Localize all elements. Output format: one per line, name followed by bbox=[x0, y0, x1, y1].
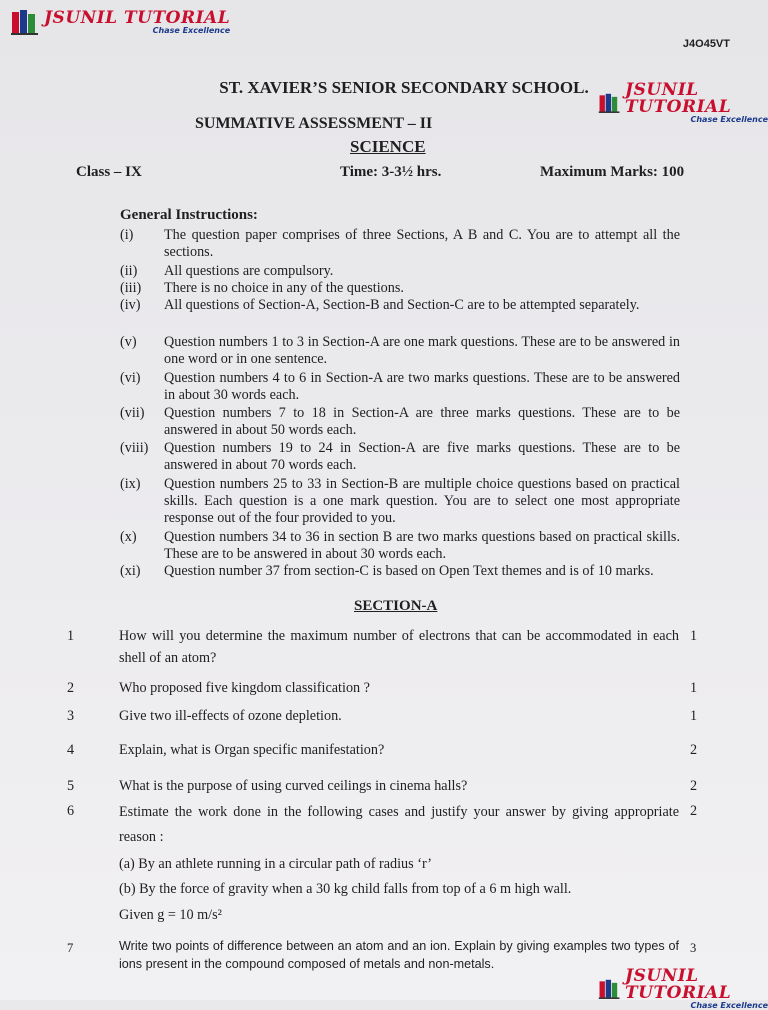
instruction-text: Question numbers 4 to 6 in Section-A are two marks questions. These are to be answered in about 30 words each. bbox=[164, 370, 680, 403]
instruction-text: All questions are compulsory. bbox=[164, 263, 334, 279]
instruction-number: (i) bbox=[120, 227, 134, 243]
question-number: 7 bbox=[67, 941, 74, 955]
instruction-text: All questions of Section-A, Section-B and Section-C are to be attempted separately. bbox=[164, 297, 640, 313]
instruction-item bbox=[120, 563, 680, 580]
instruction-number: (xi) bbox=[120, 563, 141, 579]
logo-bottom-right bbox=[598, 968, 768, 1010]
instruction-item bbox=[120, 370, 680, 404]
instruction-item bbox=[120, 529, 680, 563]
subject-title: SCIENCE bbox=[350, 137, 426, 156]
instruction-item bbox=[120, 334, 680, 368]
max-marks-label: Maximum Marks: 100 bbox=[540, 164, 685, 180]
instruction-item bbox=[120, 297, 680, 314]
question-text: How will you determine the maximum number of electrons that can be accommodated in each shell of an atom? bbox=[119, 628, 679, 666]
instruction-number: (iv) bbox=[120, 297, 141, 313]
logo-tagline: Chase Excellence bbox=[690, 1001, 768, 1010]
question-text: Who proposed five kingdom classification ? bbox=[119, 680, 370, 696]
instruction-text: Question numbers 25 to 33 in Section-B are multiple choice questions based on practical skills. Each question is a one mark question. You are to select one most appropriate response out of the four provided to you. bbox=[164, 476, 680, 526]
question-number: 2 bbox=[67, 680, 75, 696]
question-number: 6 bbox=[67, 803, 75, 819]
question-number: 5 bbox=[67, 778, 75, 794]
question-number: 3 bbox=[67, 708, 75, 724]
question-text: Write two points of difference between an atom and an ion. Explain by giving examples two types of ions present in the compound composed of metals and non-metals. bbox=[119, 939, 679, 971]
question-number: 4 bbox=[67, 742, 75, 758]
time-label: Time: 3-3½ hrs. bbox=[340, 164, 442, 180]
instruction-number: (ii) bbox=[120, 263, 138, 279]
instruction-text: There is no choice in any of the questions. bbox=[164, 280, 404, 296]
q6-part-b: (b) By the force of gravity when a 30 kg child falls from top of a 6 m high wall. bbox=[119, 881, 572, 897]
question-number: 1 bbox=[67, 628, 75, 644]
instruction-item bbox=[120, 440, 680, 474]
instruction-text: Question numbers 34 to 36 in section B are two marks questions based on practical skills. These are to be answered in about 30 words each. bbox=[164, 529, 680, 562]
question-text: Give two ill-effects of ozone depletion. bbox=[119, 708, 342, 724]
section-a-title: SECTION-A bbox=[354, 598, 438, 614]
instruction-item bbox=[120, 263, 680, 280]
q6-part-a: (a) By an athlete running in a circular path of radius ‘r’ bbox=[119, 856, 432, 872]
question-marks: 2 bbox=[690, 742, 698, 758]
books-icon bbox=[598, 975, 621, 1003]
question-marks: 2 bbox=[690, 803, 698, 819]
instruction-item bbox=[120, 280, 680, 297]
instruction-item bbox=[120, 405, 680, 439]
instruction-number: (ix) bbox=[120, 476, 141, 492]
instruction-item bbox=[120, 476, 680, 527]
school-name: ST. XAVIER’S SENIOR SECONDARY SCHOOL. bbox=[219, 78, 589, 97]
instruction-item bbox=[120, 227, 680, 261]
logo-tagline: Chase Excellence bbox=[690, 115, 768, 124]
instruction-number: (viii) bbox=[120, 440, 149, 456]
logo-top-left bbox=[10, 8, 230, 36]
question-marks: 1 bbox=[690, 708, 698, 724]
instructions-title: General Instructions: bbox=[120, 207, 258, 223]
logo-brand: JSUNIL TUTORIAL bbox=[44, 7, 231, 28]
question-text: Explain, what is Organ specific manifestation? bbox=[119, 742, 385, 758]
logo-brand: JSUNIL TUTORIAL bbox=[625, 966, 732, 1003]
instruction-number: (x) bbox=[120, 529, 137, 545]
logo-brand: JSUNIL TUTORIAL bbox=[625, 80, 732, 117]
books-icon bbox=[10, 8, 40, 36]
instruction-number: (vii) bbox=[120, 405, 145, 421]
question-text: What is the purpose of using curved ceilings in cinema halls? bbox=[119, 778, 468, 794]
paper-code: J4O45VT bbox=[682, 38, 730, 50]
instruction-text: Question number 37 from section-C is based on Open Text themes and is of 10 marks. bbox=[164, 563, 654, 579]
instruction-number: (vi) bbox=[120, 370, 141, 386]
instruction-text: Question numbers 1 to 3 in Section-A are one mark questions. These are to be answered in one word or in one sentence. bbox=[164, 334, 680, 367]
class-label: Class – IX bbox=[76, 164, 142, 180]
question-text: Estimate the work done in the following cases and justify your answer by giving appropriate reason : bbox=[119, 804, 679, 845]
instruction-number: (iii) bbox=[120, 280, 142, 296]
instruction-text: Question numbers 19 to 24 in Section-A are five marks questions. These are to be answered in about 70 words each. bbox=[164, 440, 680, 473]
instruction-number: (v) bbox=[120, 334, 137, 350]
question-marks: 2 bbox=[690, 778, 698, 794]
assessment-title: SUMMATIVE ASSESSMENT – II bbox=[195, 115, 433, 132]
question-marks: 3 bbox=[690, 941, 697, 955]
logo-tagline: Chase Excellence bbox=[152, 25, 231, 35]
instruction-text: Question numbers 7 to 18 in Section-A are three marks questions. These are to be answered in about 50 words each. bbox=[164, 405, 680, 438]
question-marks: 1 bbox=[690, 680, 698, 696]
instruction-text: The question paper comprises of three Sections, A B and C. You are to attempt all the sections. bbox=[164, 227, 680, 260]
question-marks: 1 bbox=[690, 628, 698, 644]
q6-given: Given g = 10 m/s² bbox=[119, 907, 222, 923]
